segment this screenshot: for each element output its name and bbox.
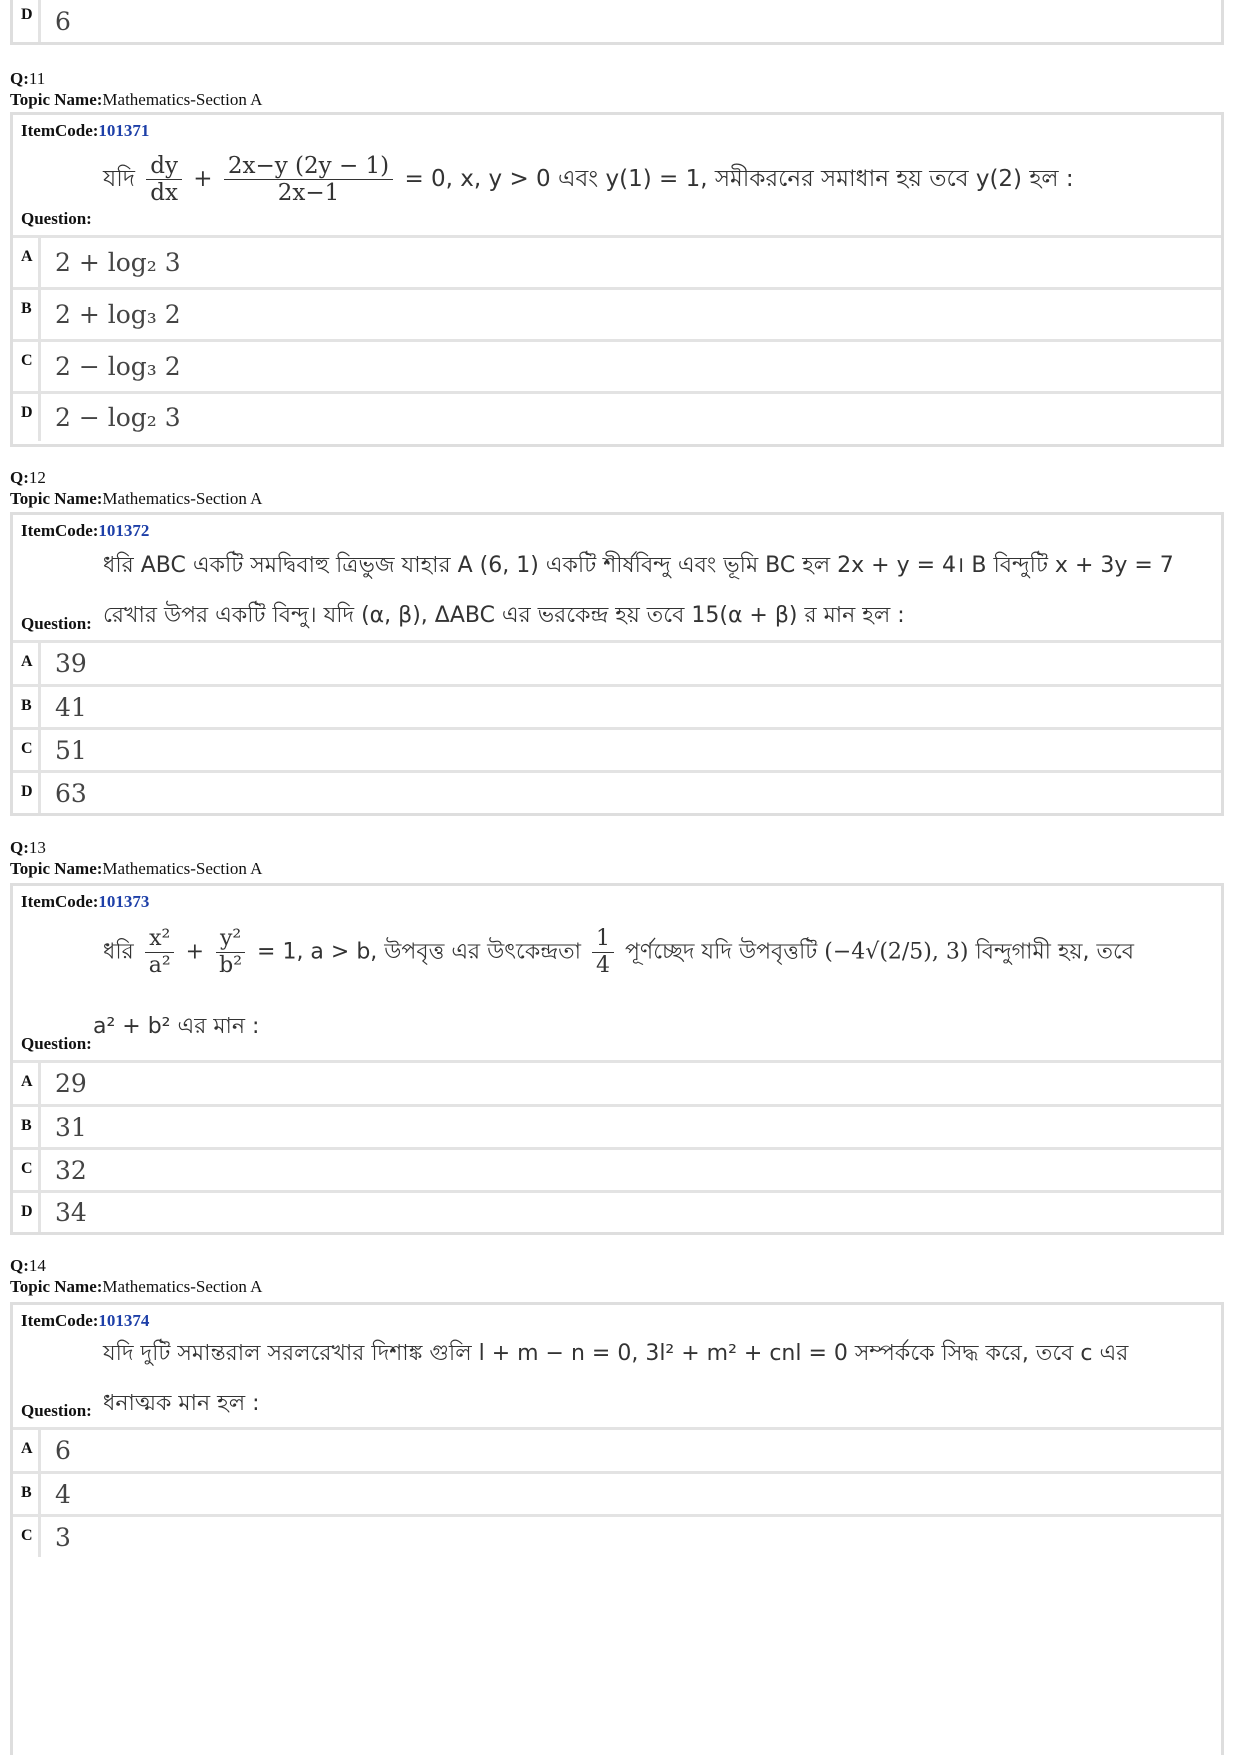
option-row-c[interactable] bbox=[13, 339, 1221, 391]
question-box-13 bbox=[10, 883, 1224, 1235]
q-label: Q: bbox=[10, 838, 29, 857]
option-row-a[interactable] bbox=[13, 235, 1221, 287]
fraction-y2-b2 bbox=[215, 926, 246, 979]
option-row-d[interactable] bbox=[13, 770, 1221, 813]
question-text bbox=[103, 926, 1211, 979]
question-line-2: রেখার উপর একটি বিন্দু। যদি (α, β), ΔABC এর ভরকেন্দ্র হয় তবে 15(α + β) র মান হল : bbox=[103, 603, 905, 628]
frac-num: 1 bbox=[592, 926, 614, 953]
question-text bbox=[103, 153, 1211, 206]
question-label: Question: bbox=[21, 1401, 92, 1420]
option-value: 6 bbox=[55, 6, 71, 36]
option-row-d[interactable] bbox=[13, 1190, 1221, 1232]
itemcode bbox=[21, 521, 149, 541]
topic-name: Mathematics-Section A bbox=[102, 1277, 263, 1296]
option-letter: B bbox=[13, 1474, 41, 1514]
option-value: 4 bbox=[55, 1479, 71, 1509]
itemcode bbox=[21, 121, 149, 141]
question-prefix: যদি bbox=[103, 166, 135, 192]
option-row bbox=[13, 0, 1221, 42]
option-letter: C bbox=[13, 1150, 41, 1190]
option-value: 39 bbox=[55, 649, 87, 678]
itemcode-label: ItemCode: bbox=[21, 521, 99, 540]
q-label: Q: bbox=[10, 1256, 29, 1275]
option-value: 2 − log₂ 3 bbox=[55, 403, 181, 432]
topic-label: Topic Name: bbox=[10, 489, 103, 508]
option-value: 34 bbox=[55, 1198, 87, 1227]
option-value: 63 bbox=[55, 778, 87, 808]
option-letter: B bbox=[13, 687, 41, 727]
option-value: 29 bbox=[55, 1069, 87, 1098]
fraction-x2-a2 bbox=[145, 926, 175, 979]
option-row-c[interactable] bbox=[13, 1514, 1221, 1557]
fraction-exponent bbox=[224, 153, 393, 206]
question-text bbox=[103, 1329, 1211, 1429]
option-letter: C bbox=[13, 342, 41, 391]
question-header-12 bbox=[10, 467, 262, 509]
frac-num: x² bbox=[145, 926, 174, 953]
frac-den: dx bbox=[150, 180, 178, 206]
option-letter: A bbox=[13, 1430, 41, 1471]
question-line-1: ধরি ABC একটি সমদ্বিবাহু ত্রিভুজ যাহার A (6, 1) একটি শীর্ষবিন্দু এবং ভূমি BC হল 2x + y = 4। B বিন্দুটি x + 3y = 7 bbox=[103, 553, 1174, 578]
question-label: Question: bbox=[21, 209, 92, 228]
itemcode bbox=[21, 1311, 149, 1331]
question-row bbox=[13, 1305, 1221, 1427]
itemcode bbox=[21, 892, 149, 912]
option-row-a[interactable] bbox=[13, 1060, 1221, 1104]
itemcode-label: ItemCode: bbox=[21, 892, 99, 911]
point-coordinates: (−4√(2/5), 3) bbox=[824, 939, 969, 965]
frac-den: 2x−1 bbox=[277, 180, 340, 206]
question-line-2: a² + b² এর মান : bbox=[93, 1014, 260, 1039]
option-value: 32 bbox=[55, 1155, 87, 1185]
itemcode-value: 101373 bbox=[98, 892, 150, 911]
option-row-b[interactable] bbox=[13, 1471, 1221, 1514]
question-header-11 bbox=[10, 68, 262, 110]
question-line-2: ধনাত্মক মান হল : bbox=[103, 1391, 260, 1416]
question-row bbox=[13, 115, 1221, 235]
option-value: 3 bbox=[55, 1522, 71, 1552]
question-end: বিন্দুগামী হয়, তবে bbox=[975, 939, 1135, 965]
question-rest: = 0, x, y > 0 এবং y(1) = 1, সমীকরনের সমাধান হয় তবে y(2) হল : bbox=[404, 166, 1074, 192]
question-header-14 bbox=[10, 1255, 262, 1297]
frac-num: dy bbox=[146, 153, 182, 180]
frac-den: a² bbox=[148, 953, 171, 978]
option-letter: D bbox=[13, 394, 41, 441]
topic-name: Mathematics-Section A bbox=[102, 90, 263, 109]
question-mid-2: পূর্ণচ্ছেদ যদি উপবৃত্তটি bbox=[624, 939, 818, 965]
option-letter: C bbox=[13, 1517, 41, 1557]
option-row-b[interactable] bbox=[13, 684, 1221, 727]
itemcode-value: 101372 bbox=[98, 521, 150, 540]
option-value: 6 bbox=[55, 1436, 71, 1465]
itemcode-value: 101371 bbox=[98, 121, 150, 140]
frac-num: y² bbox=[216, 926, 245, 953]
question-row bbox=[13, 515, 1221, 640]
topic-label: Topic Name: bbox=[10, 859, 103, 878]
option-letter: D bbox=[13, 1193, 41, 1232]
option-value: 2 + log₂ 3 bbox=[55, 248, 181, 277]
option-letter: A bbox=[13, 238, 41, 287]
frac-num: 2x−y (2y − 1) bbox=[224, 153, 393, 180]
topic-name: Mathematics-Section A bbox=[102, 859, 263, 878]
question-box-11 bbox=[10, 112, 1224, 447]
question-text bbox=[103, 541, 1211, 641]
option-row-d[interactable] bbox=[13, 391, 1221, 441]
option-row-a[interactable] bbox=[13, 640, 1221, 684]
question-prefix: ধরি bbox=[103, 939, 134, 965]
question-label: Question: bbox=[21, 614, 92, 633]
question-header-13 bbox=[10, 837, 262, 879]
question-box-12 bbox=[10, 512, 1224, 816]
q-label: Q: bbox=[10, 69, 29, 88]
itemcode-label: ItemCode: bbox=[21, 1311, 99, 1330]
option-letter: C bbox=[13, 730, 41, 770]
option-value: 31 bbox=[55, 1112, 87, 1142]
option-letter: A bbox=[13, 643, 41, 684]
question-mid: = 1, a > b, উপবৃত্ত এর উৎকেন্দ্রতা bbox=[257, 939, 581, 965]
question-line-1: যদি দুটি সমান্তরাল সরলরেখার দিশাঙ্ক গুলি l + m − n = 0, 3l² + m² + cnl = 0 সম্পর্ককে সিদ্ধ করে, তবে c এর bbox=[103, 1341, 1129, 1366]
question-number: 11 bbox=[28, 69, 46, 88]
topic-name: Mathematics-Section A bbox=[102, 489, 263, 508]
itemcode-value: 101374 bbox=[98, 1311, 150, 1330]
option-value: 2 − log₃ 2 bbox=[55, 352, 181, 381]
option-letter: A bbox=[13, 1063, 41, 1104]
question-number: 13 bbox=[28, 838, 46, 857]
fraction-dy-dx bbox=[146, 153, 182, 206]
topic-label: Topic Name: bbox=[10, 90, 103, 109]
question-number: 12 bbox=[28, 468, 46, 487]
question-row bbox=[13, 886, 1221, 1060]
option-letter: B bbox=[13, 1107, 41, 1147]
question-number: 14 bbox=[28, 1256, 46, 1275]
option-value: 41 bbox=[55, 692, 87, 722]
option-row-c[interactable] bbox=[13, 1147, 1221, 1190]
option-value: 51 bbox=[55, 735, 87, 765]
fraction-one-fourth bbox=[592, 926, 614, 979]
option-row-b[interactable] bbox=[13, 1104, 1221, 1147]
itemcode-label: ItemCode: bbox=[21, 121, 99, 140]
frac-den: b² bbox=[219, 953, 243, 978]
question-box-14 bbox=[10, 1302, 1224, 1755]
prev-question-box bbox=[10, 0, 1224, 45]
q-label: Q: bbox=[10, 468, 29, 487]
option-row-b[interactable] bbox=[13, 287, 1221, 339]
option-row-c[interactable] bbox=[13, 727, 1221, 770]
option-row-a[interactable] bbox=[13, 1427, 1221, 1471]
option-letter: D bbox=[13, 773, 41, 813]
question-label: Question: bbox=[21, 1034, 92, 1053]
plus-sign: + bbox=[193, 166, 213, 192]
option-value: 2 + log₃ 2 bbox=[55, 300, 181, 329]
option-letter: D bbox=[13, 0, 41, 42]
topic-label: Topic Name: bbox=[10, 1277, 103, 1296]
frac-den: 4 bbox=[595, 953, 610, 978]
option-letter: B bbox=[13, 290, 41, 339]
plus-sign: + bbox=[185, 939, 205, 965]
